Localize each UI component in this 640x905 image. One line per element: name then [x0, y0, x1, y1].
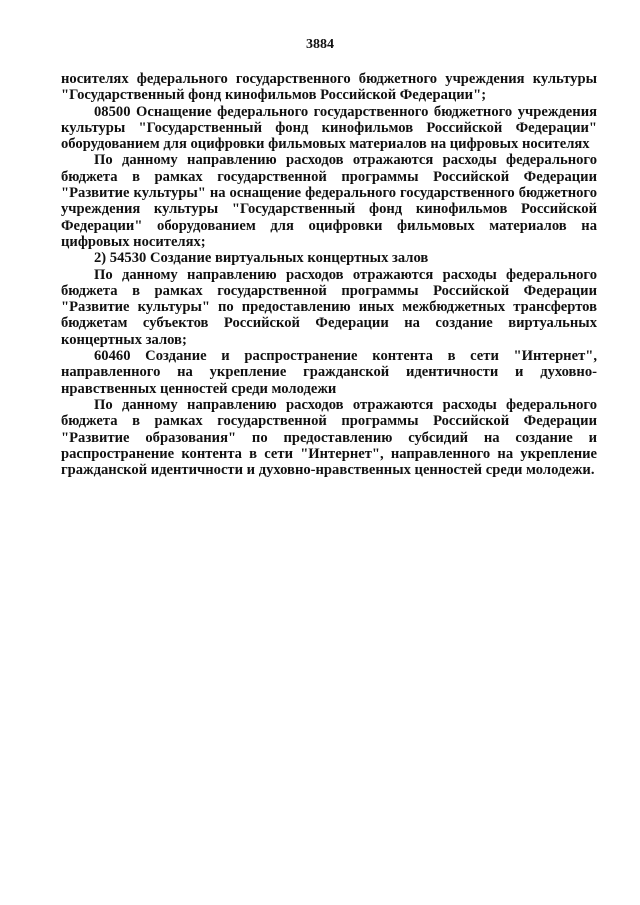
paragraph-code-60460: 60460 Создание и распространение контента в сети "Интернет", направленного на укрепление гражданской идентичности и духовно-нравственных ценностей среди молодежи: [61, 348, 597, 397]
paragraph-description-54530: По данному направлению расходов отражаются расходы федерального бюджета в рамках государственной программы Российской Федерации "Развитие культуры" по предоставлению иных межбюджетных трансфертов бюджетам субъектов Российской Федерации на создание виртуальных концертных залов;: [61, 266, 597, 348]
paragraph-code-54530: 2) 54530 Создание виртуальных концертных залов: [94, 250, 429, 267]
document-body: [61, 71, 597, 478]
paragraph-code-08500: 08500 Оснащение федерального государственного бюджетного учреждения культуры "Государственный фонд кинофильмов Российской Федерации" оборудованием для оцифровки фильмовых материалов на цифровых носителях: [61, 103, 597, 153]
paragraph-description-08500: По данному направлению расходов отражаются расходы федерального бюджета в рамках государственной программы Российской Федерации "Развитие культуры" на оснащение федерального государственного бюджетного учреждения культуры "Государственный фонд кинофильмов Российской Федерации" оборудованием для оцифровки фильмовых материалов на цифровых носителях;: [61, 152, 597, 250]
paragraph-continuation: носителях федерального государственного бюджетного учреждения культуры "Государственный фонд кинофильмов Российской Федерации";: [61, 71, 597, 104]
page-number: 3884: [306, 37, 334, 52]
paragraph-description-60460: По данному направлению расходов отражаются расходы федерального бюджета в рамках государственной программы Российской Федерации "Развитие образования" по предоставлению субсидий на создание и распространение контента в сети "Интернет", направленного на укрепление гражданской идентичности и духовно-нравственных ценностей среди молодежи.: [61, 396, 597, 479]
